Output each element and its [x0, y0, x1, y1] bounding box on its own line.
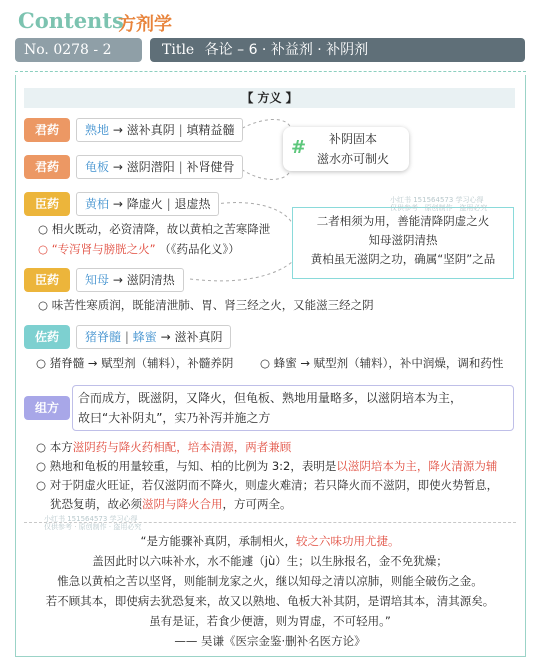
note-zhujisui: ○ 猪脊髓 → 赋型剂（辅料），补髓养阴 — [36, 356, 234, 370]
quote-line-3: 惟急以黄柏之苦以坚肾，则能制龙家之火，继以知母之清以凉肺，则能全破伤之金。 — [57, 574, 483, 588]
herb-effect: 滋阴潜阳 — [126, 160, 175, 174]
arrow-icon: → — [160, 330, 171, 344]
tag-zufang: 组方 — [24, 396, 70, 420]
herb-effect: 降虚火 — [126, 197, 163, 211]
bracket-arc-jun-lower — [237, 165, 290, 179]
note-huangbai-1: ○ 相火既动，必资清降，故以黄柏之苦寒降泄 — [38, 222, 271, 236]
herb-zuo-card — [76, 325, 231, 349]
separator: | — [166, 197, 171, 211]
title-text: 各论 – 6 · 补益剂 · 补阴剂 — [204, 42, 369, 58]
point-1 — [36, 438, 291, 457]
quote-text: ○ “专泻肾与膀胱之火” — [38, 242, 156, 256]
separator: | — [178, 123, 183, 137]
section-heading: 【 方义 】 — [24, 88, 515, 108]
quote-source: （《药品化义》） — [159, 242, 240, 256]
herb-guiban-card — [76, 155, 243, 179]
tag-chen-2: 臣药 — [24, 268, 70, 292]
watermark: 仅供参考 · 原创制作 · 盗用必究 — [390, 204, 488, 212]
tag-jun-2: 君药 — [24, 155, 70, 179]
quote-line-4: 若不顾其本，即使病去犹恐复来，故又以熟地、龟板大补其阴，是谓培其本，清其源矣。 — [45, 594, 495, 608]
herb-shudi-card — [76, 118, 243, 142]
watermark: 小红书 151564573 学习心得 — [44, 515, 138, 523]
point-highlight: 滋阴与降火合用 — [142, 497, 223, 511]
arrow-icon: → — [112, 197, 123, 211]
point-text: ○ 熟地和龟板的用量较重，与知、柏的比例为 3:2，表明是 — [36, 459, 337, 473]
quote-text: “是方能骤补真阴，承制相火， — [140, 534, 296, 548]
watermark: 小红书 151564573 学习心得 — [390, 196, 484, 204]
herb-effect: 滋阴清热 — [126, 273, 175, 287]
note-fengmi: ○ 蜂蜜 → 赋型剂（辅料），补中润燥，调和药性 — [260, 356, 504, 370]
herb-name: 黄柏 — [85, 197, 110, 211]
point-3-cont — [50, 495, 292, 514]
herb-name: 蜂蜜 — [132, 330, 157, 344]
bubble-line: 滋水亦可制火 — [316, 152, 389, 166]
herb-zhimu-card — [76, 268, 184, 292]
herb-effect: 滋补真阴 — [126, 123, 175, 137]
bracket-arc-chen-lower — [190, 262, 292, 281]
point-text: ○ 本方 — [36, 440, 73, 454]
watermark: 仅供参考 · 原创制作 · 盗用必究 — [44, 523, 142, 531]
entry-number: No. 0278 - 2 — [24, 42, 112, 58]
explanation-box — [292, 207, 514, 279]
point-text: 犹恐复萌，故必须 — [50, 497, 142, 511]
note-huangbai-2 — [38, 240, 240, 259]
tag-chen-1: 臣药 — [24, 192, 70, 216]
herb-name: 知母 — [85, 273, 110, 287]
quote-line-2: 盖因此时以六味补水，水不能遽（jù）生；以生脉报名，金不免犹燥； — [92, 554, 448, 568]
quote-highlight: 较之六味功用尤捷。 — [295, 534, 400, 548]
arrow-icon: → — [112, 123, 123, 137]
point-3: ○ 对于阴虚火旺证，若仅滋阴而不降火，则虚火难清；若只降火而不滋阴，即使火势暂息， — [36, 478, 499, 492]
separator: | — [124, 330, 129, 344]
point-text: ，方可两全。 — [222, 497, 292, 511]
point-2 — [36, 457, 497, 476]
combination-box — [72, 385, 514, 431]
explanation-line: 二者相须为用，善能清降阴虚之火 — [316, 214, 490, 228]
hash-icon: # — [291, 137, 307, 158]
page-subtitle: 方剂学 — [118, 14, 172, 35]
herb-name: 熟地 — [85, 123, 110, 137]
quote-line-5: 虽有是证，若食少便溏，则为胃虚，不可轻用。” — [149, 614, 391, 628]
title-label: Title — [162, 42, 195, 58]
point-highlight: 滋阴药与降火药相配，培本清源，两者兼顾 — [72, 440, 292, 454]
herb-effect: 滋补真阴 — [174, 330, 223, 344]
page-title: Contents — [18, 8, 124, 33]
herb-name: 龟板 — [85, 160, 110, 174]
quote-source: —— 吴谦《医宗金鉴·删补名医方论》 — [174, 634, 366, 648]
explanation-line: 知母滋阴清热 — [368, 233, 438, 247]
herb-effect: 填精益髓 — [186, 123, 235, 137]
arrow-icon: → — [112, 273, 123, 287]
herb-effect: 补肾健骨 — [186, 160, 235, 174]
quote-line-1 — [20, 531, 520, 551]
explanation-line: 黄柏虽无滋阴之功，确属“坚阴”之品 — [310, 252, 496, 266]
separator: | — [178, 160, 183, 174]
bubble-line: 补阴固本 — [328, 132, 377, 146]
herb-huangbai-card — [76, 192, 219, 216]
point-highlight: 以滋阴培本为主，降火清源为辅 — [336, 459, 498, 473]
herb-name: 猪脊髓 — [85, 330, 122, 344]
herb-effect: 退虚热 — [174, 197, 211, 211]
combination-line: 合而成方，既滋阴，又降火，但龟板、熟地用量略多，以滋阴培本为主， — [78, 391, 463, 405]
arrow-icon: → — [112, 160, 123, 174]
combination-line: 故曰“大补阴丸”，实乃补泻并施之方 — [78, 411, 271, 425]
summary-bubble — [283, 127, 409, 171]
note-zhimu: ○ 味苦性寒质润，既能清泄肺、胃、肾三经之火，又能滋三经之阴 — [38, 298, 374, 312]
tag-jun-1: 君药 — [24, 118, 70, 142]
tag-zuo: 佐药 — [24, 325, 70, 349]
